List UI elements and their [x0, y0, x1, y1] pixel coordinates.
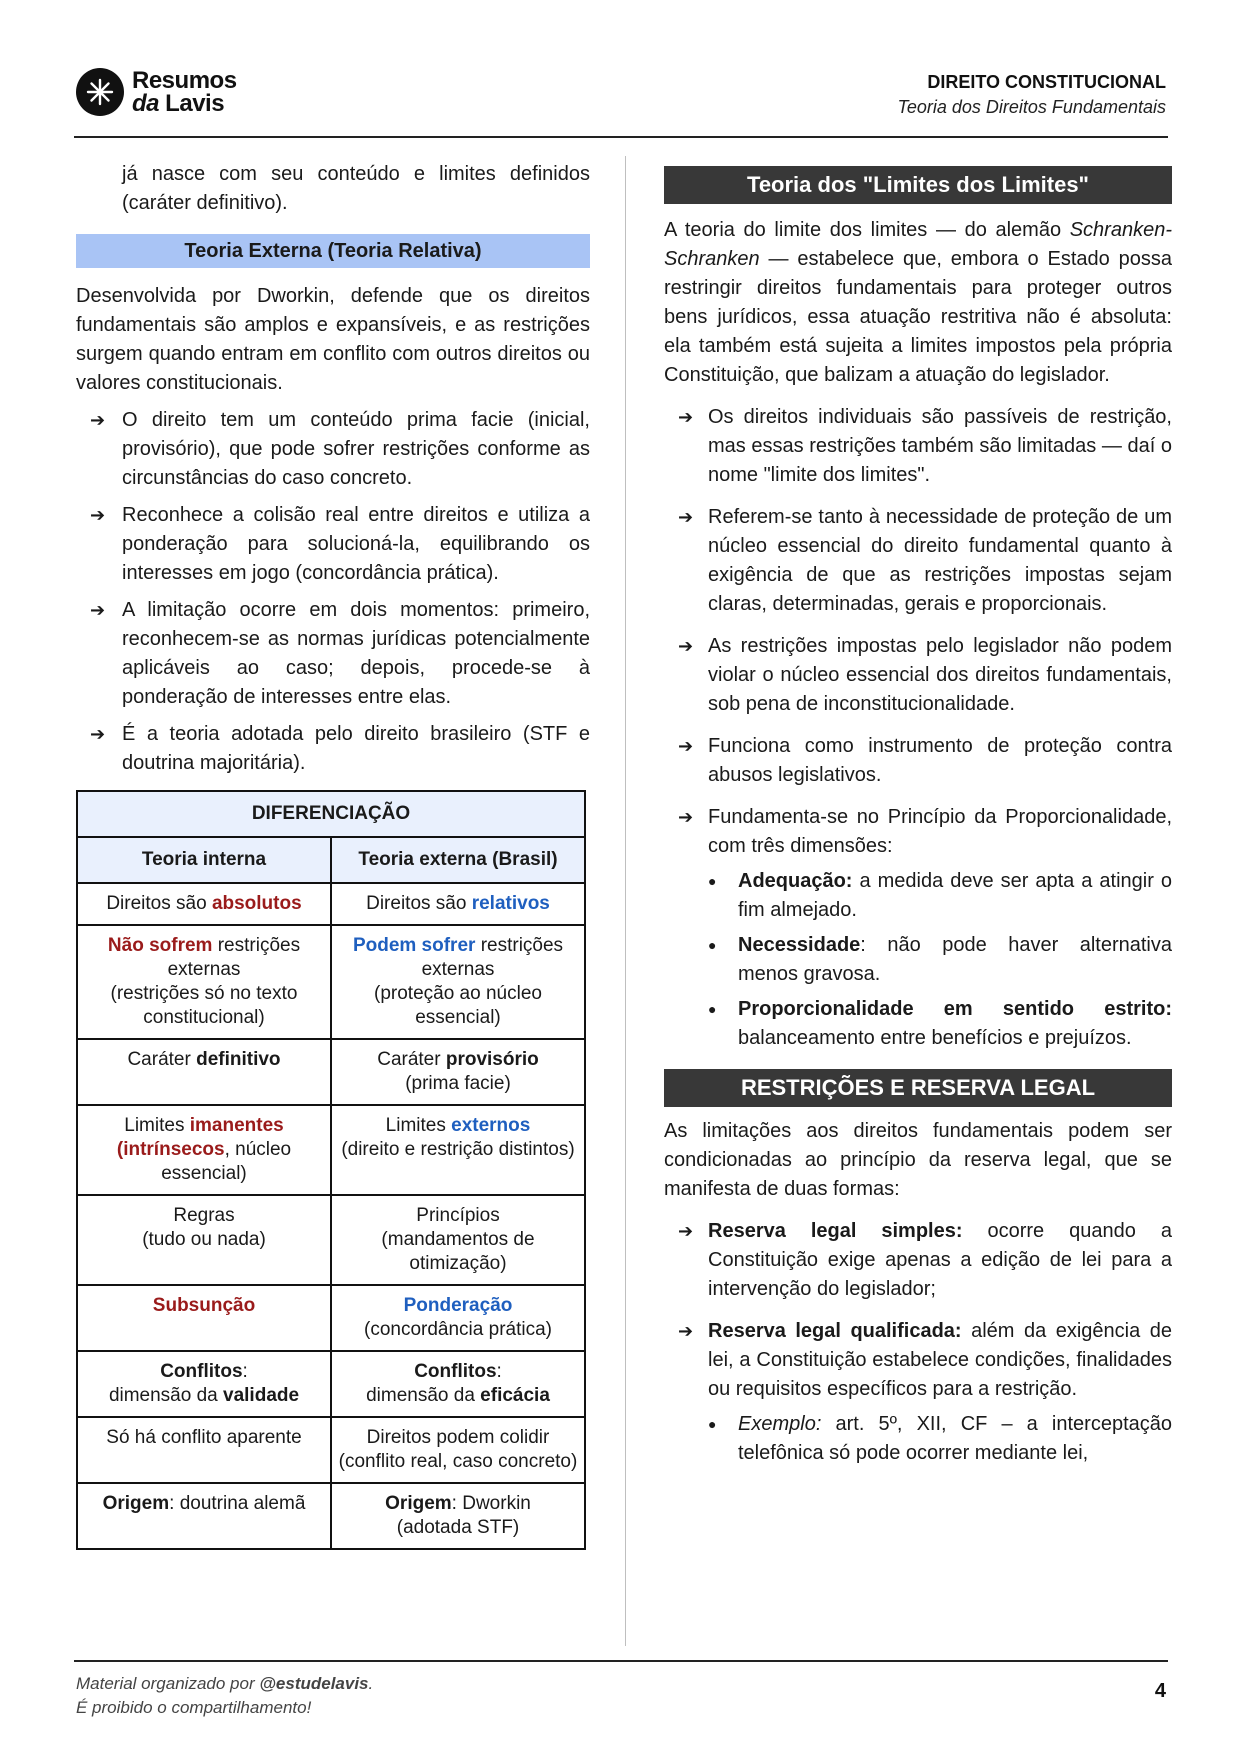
column-header-externa: Teoria externa (Brasil)	[331, 837, 585, 883]
document-header	[898, 72, 1166, 118]
table-row	[77, 883, 585, 925]
list-item: ➔ Os direitos individuais são passíveis de restrição, mas essas restrições também são limitadas — daí o nome "limite dos limites".	[664, 403, 1172, 490]
table-row	[77, 1195, 585, 1285]
table-cell: Limites externos (direito e restrição distintos)	[331, 1105, 585, 1195]
list-item: ● Proporcionalidade em sentido estrito: balanceamento entre benefícios e prejuízos.	[664, 995, 1172, 1053]
right-column	[664, 160, 1172, 1468]
list-item: ➔ Fundamenta-se no Princípio da Proporcionalidade, com três dimensões:	[664, 803, 1172, 861]
section-title-restricoes: RESTRIÇÕES E RESERVA LEGAL	[664, 1069, 1172, 1107]
comparison-table	[76, 790, 586, 1550]
table-cell: Origem: doutrina alemã	[77, 1483, 331, 1549]
list-item: ➔ Referem-se tanto à necessidade de proteção de um núcleo essencial do direito fundamental quanto à exigência de que as restrições impostas sejam claras, determinadas, gerais e proporcionais.	[664, 503, 1172, 619]
table-cell: Regras (tudo ou nada)	[77, 1195, 331, 1285]
table-cell: Podem sofrer restrições externas (proteção ao núcleo essencial)	[331, 925, 585, 1039]
table-cell: Direitos podem colidir (conflito real, caso concreto)	[331, 1417, 585, 1483]
list-item: ➔ A limitação ocorre em dois momentos: primeiro, reconhecem-se as normas jurídicas potencialmente aplicáveis ao caso; depois, procede-se à ponderação de interesses entre elas.	[76, 596, 590, 712]
list-item: ● Necessidade: não pode haver alternativa menos gravosa.	[664, 931, 1172, 989]
brand-logo	[76, 68, 237, 116]
table-row	[77, 1417, 585, 1483]
bullet-list	[76, 406, 590, 778]
list-item: ➔ Funciona como instrumento de proteção contra abusos legislativos.	[664, 732, 1172, 790]
subject-title: DIREITO CONSTITUCIONAL	[927, 72, 1166, 92]
table-cell: Caráter definitivo	[77, 1039, 331, 1105]
reserve-section	[664, 1117, 1172, 1468]
table-cell: Não sofrem restrições externas (restrições só no texto constitucional)	[77, 925, 331, 1039]
table-cell: Subsunção	[77, 1285, 331, 1351]
table-cell: Caráter provisório (prima facie)	[331, 1039, 585, 1105]
table-row	[77, 1105, 585, 1195]
table-cell: Direitos são absolutos	[77, 883, 331, 925]
list-item: ➔ Reconhece a colisão real entre direitos e utiliza a ponderação para solucioná-la, equilibrando os interesses em jogo (concordância prática).	[76, 501, 590, 588]
footer-rule	[74, 1660, 1168, 1662]
table-cell: Só há conflito aparente	[77, 1417, 331, 1483]
table-cell: Princípios (mandamentos de otimização)	[331, 1195, 585, 1285]
list-item: ➔ É a teoria adotada pelo direito brasileiro (STF e doutrina majoritária).	[76, 720, 590, 778]
reserve-list	[664, 1217, 1172, 1404]
table-cell: Direitos são relativos	[331, 883, 585, 925]
left-column	[76, 160, 590, 1550]
table-row	[77, 1351, 585, 1417]
list-item: ➔ O direito tem um conteúdo prima facie (inicial, provisório), que pode sofrer restrições conforme as circunstâncias do caso concreto.	[76, 406, 590, 493]
list-item: ➔ As restrições impostas pelo legislador não podem violar o núcleo essencial dos direitos fundamentais, sob pena de inconstitucionalidade.	[664, 632, 1172, 719]
table-cell: Origem: Dworkin (adotada STF)	[331, 1483, 585, 1549]
sparkle-icon	[76, 68, 124, 116]
dimensions-list	[664, 867, 1172, 1053]
table-title: DIFERENCIAÇÃO	[77, 791, 585, 837]
bullet-list	[664, 403, 1172, 861]
table-cell: Conflitos: dimensão da validade	[77, 1351, 331, 1417]
list-item: ● Exemplo: art. 5º, XII, CF – a interceptação telefônica só pode ocorrer mediante lei,	[664, 1410, 1172, 1468]
example-list	[664, 1410, 1172, 1468]
header-rule	[74, 136, 1168, 138]
list-item: ● Adequação: a medida deve ser apta a atingir o fim almejado.	[664, 867, 1172, 925]
table-row	[77, 1483, 585, 1549]
table-cell: Conflitos: dimensão da eficácia	[331, 1351, 585, 1417]
section-title-limites-dos-limites: Teoria dos "Limites dos Limites"	[664, 166, 1172, 204]
topic-subtitle: Teoria dos Direitos Fundamentais	[897, 97, 1166, 117]
page-number: 4	[1154, 1680, 1166, 1702]
reserve-intro: As limitações aos direitos fundamentais podem ser condicionadas ao princípio da reserva legal, que se manifesta de duas formas:	[664, 1120, 1172, 1200]
list-item: ➔ Reserva legal qualificada: além da exigência de lei, a Constituição estabelece condições, finalidades ou requisitos específicos para a restrição.	[664, 1317, 1172, 1404]
column-divider	[625, 156, 626, 1646]
list-item: ➔ Reserva legal simples: ocorre quando a Constituição exige apenas a edição de lei para a intervenção do legislador;	[664, 1217, 1172, 1304]
brand-name: Resumos da Lavis	[132, 67, 237, 117]
table-cell: Ponderação (concordância prática)	[331, 1285, 585, 1351]
table-row	[77, 925, 585, 1039]
footer-note: Material organizado por @estudelavis. É proibido o compartilhamento!	[76, 1674, 374, 1717]
intro-paragraph: Desenvolvida por Dworkin, defende que os direitos fundamentais são amplos e expansíveis, e as restrições surgem quando entram em conflito com outros direitos ou valores constitucionais.	[76, 285, 590, 394]
table-cell: Limites imanentes (intrínsecos, núcleo essencial)	[77, 1105, 331, 1195]
table-row	[77, 1285, 585, 1351]
section-title-teoria-externa: Teoria Externa (Teoria Relativa)	[76, 234, 590, 268]
continued-paragraph: já nasce com seu conteúdo e limites definidos (caráter definitivo).	[122, 163, 590, 214]
table-row	[77, 1039, 585, 1105]
intro-paragraph: A teoria do limite dos limites — do alemão Schranken-Schranken — estabelece que, embora o Estado possa restringir direitos fundamentais para proteger outros bens jurídicos, essa atuação restritiva não é absoluta: ela também está sujeita a limites impostos pela própria Constituição, que balizam a atuação do legislador.	[664, 219, 1172, 386]
column-header-interna: Teoria interna	[77, 837, 331, 883]
